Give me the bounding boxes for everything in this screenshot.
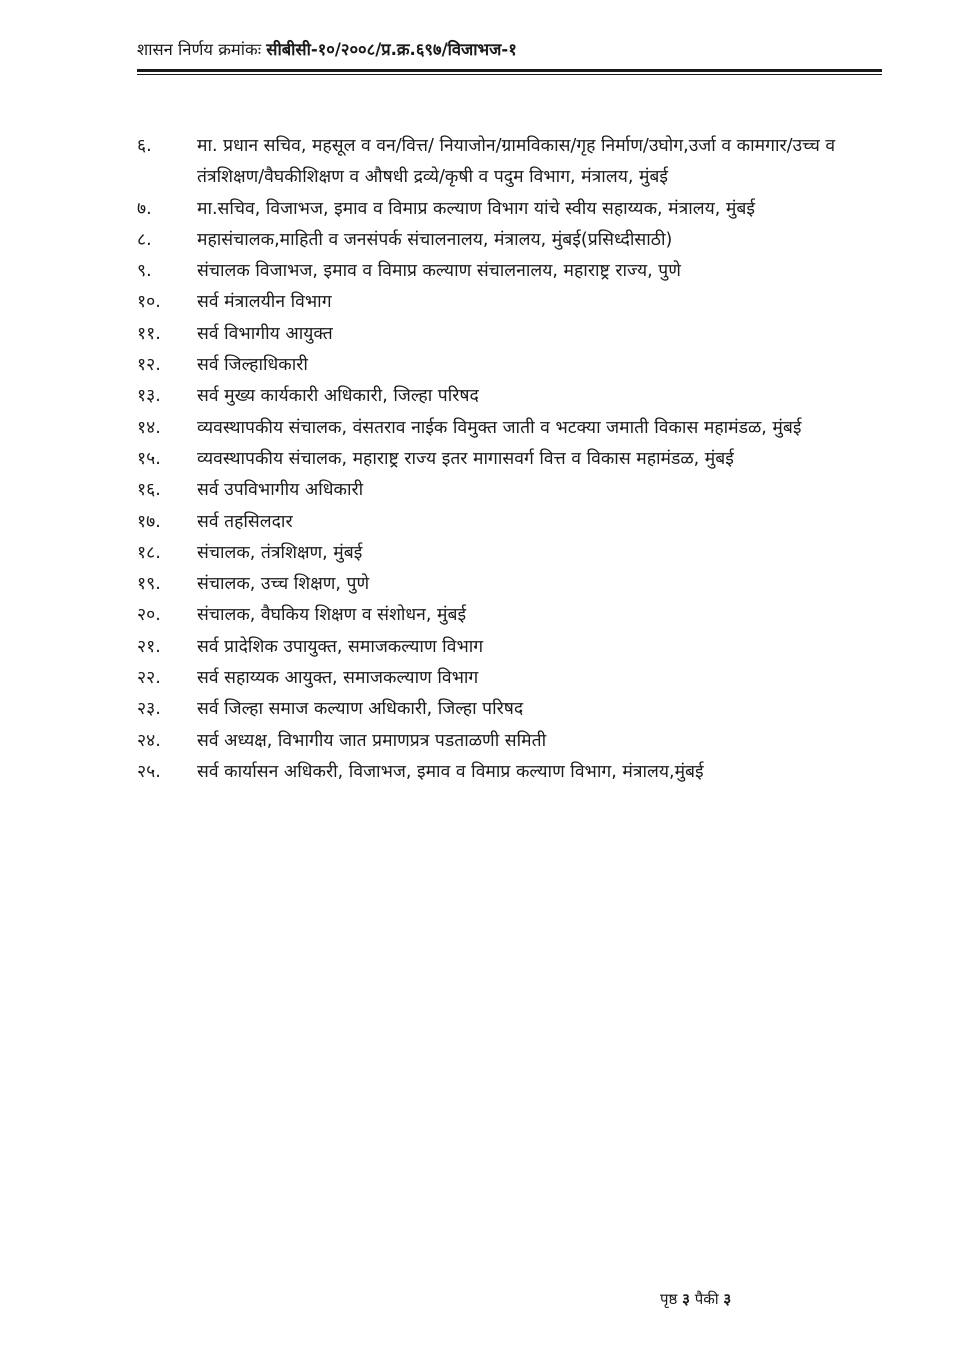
list-item	[137, 381, 882, 412]
page-footer	[660, 1288, 860, 1310]
list-item-number: ६.	[137, 136, 152, 156]
list-item-text: संचालक, तंत्रशिक्षण, मुंबई	[197, 542, 363, 563]
list-item-number: २४.	[137, 730, 161, 751]
list-item-number: ८.	[137, 229, 152, 250]
list-item-text: सर्व विभागीय आयुक्त	[197, 323, 333, 344]
list-item	[137, 632, 882, 663]
list-item	[137, 569, 882, 600]
list-item	[137, 287, 882, 318]
header-rule-thin	[137, 74, 882, 75]
list-item-number: १२.	[137, 355, 161, 376]
list-item-number: २०.	[137, 605, 161, 626]
footer-current-page: ३	[682, 1290, 690, 1308]
page-header	[137, 38, 882, 62]
list-item-text: सर्व मंत्रालयीन विभाग	[197, 292, 332, 313]
list-item-number: २३.	[137, 699, 161, 720]
list-item-text: सर्व तहसिलदार	[197, 511, 293, 532]
list-item-text: सर्व कार्यासन अधिकरी, विजाभज, इमाव व विमाप्र कल्याण विभाग, मंत्रालय,मुंबई	[197, 761, 704, 782]
list-item-text: सर्व अध्यक्ष, विभागीय जात प्रमाणप्रत्र पडताळणी समिती	[197, 730, 547, 751]
list-item-number: १६.	[137, 480, 161, 501]
list-item	[137, 538, 882, 569]
list-item	[137, 726, 882, 757]
header-rule-thick	[137, 69, 882, 72]
distribution-list	[137, 131, 882, 788]
list-item	[137, 350, 882, 381]
list-item-number: ९.	[137, 261, 152, 282]
list-item	[137, 194, 882, 225]
list-item-text: महासंचालक,माहिती व जनसंपर्क संचालनालय, मंत्रालय, मुंबई(प्रसिध्दीसाठी)	[197, 229, 673, 250]
list-item	[137, 507, 882, 538]
list-item-text: सर्व जिल्हाधिकारी	[197, 355, 308, 376]
list-item	[137, 225, 882, 256]
list-item-text: सर्व सहाय्यक आयुक्त, समाजकल्याण विभाग	[197, 668, 479, 689]
footer-total-pages: ३	[723, 1290, 732, 1308]
list-item	[137, 444, 882, 475]
list-item	[137, 319, 882, 350]
list-item-number: २१.	[137, 636, 161, 657]
list-item	[137, 131, 882, 194]
list-item-number: ७.	[137, 198, 152, 219]
list-item-number: १३.	[137, 386, 161, 407]
list-item-text: सर्व प्रादेशिक उपायुक्त, समाजकल्याण विभाग	[197, 636, 484, 657]
header-reference-code: सीबीसी-१०/२००८/प्र.क्र.६९७/विजाभज-१	[266, 40, 517, 59]
list-item	[137, 694, 882, 725]
list-item-text: मा.सचिव, विजाभज, इमाव व विमाप्र कल्याण विभाग यांचे स्वीय सहाय्यक, मंत्रालय, मुंबई	[197, 198, 755, 219]
list-item-number: २५.	[137, 761, 161, 782]
list-item	[137, 413, 882, 444]
list-item-text: सर्व उपविभागीय अधिकारी	[197, 480, 364, 501]
list-item	[137, 475, 882, 506]
list-item	[137, 663, 882, 694]
list-item-number: ११.	[137, 323, 161, 344]
list-item-number: १७.	[137, 511, 161, 532]
list-item-text: व्यवस्थापकीय संचालक, महाराष्ट्र राज्य इतर मागासवर्ग वित्त व विकास महामंडळ, मुंबई	[197, 448, 734, 469]
list-item-number: १८.	[137, 542, 161, 563]
list-item-number: २२.	[137, 668, 161, 689]
footer-middle: पैकी	[689, 1290, 724, 1308]
list-item-number: १५.	[137, 448, 161, 469]
list-item-number: १९.	[137, 574, 161, 595]
list-item	[137, 757, 882, 788]
list-item-number: १४.	[137, 417, 161, 438]
list-item-text: संचालक, वैघकिय शिक्षण व संशोधन, मुंबई	[197, 605, 467, 626]
list-item-text: सर्व जिल्हा समाज कल्याण अधिकारी, जिल्हा परिषद	[197, 699, 524, 720]
footer-prefix: पृष्ठ	[660, 1290, 683, 1308]
header-label: शासन निर्णय क्रमांकः	[137, 40, 267, 59]
list-item-text: मा. प्रधान सचिव, महसूल व वन/वित्त/ नियाजोन/ग्रामविकास/गृह निर्माण/उघोग,उर्जा व कामगार/उच्च व तंत्रशिक्षण/वैघकीशिक्षण व औषधी द्रव्ये/कृषी व पदुम विभाग, मंत्रालय, मुंबई	[197, 136, 836, 188]
list-item-text: व्यवस्थापकीय संचालक, वंसतराव नाईक विमुक्त जाती व भटक्या जमाती विकास महामंडळ, मुंबई	[197, 417, 802, 438]
list-item-text: सर्व मुख्य कार्यकारी अधिकारी, जिल्हा परिषद	[197, 386, 479, 407]
list-item	[137, 256, 882, 287]
list-item-number: १०.	[137, 292, 161, 313]
list-item-text: संचालक विजाभज, इमाव व विमाप्र कल्याण संचालनालय, महाराष्ट्र राज्य, पुणे	[197, 261, 681, 282]
list-item	[137, 600, 882, 631]
list-item-text: संचालक, उच्च शिक्षण, पुणे	[197, 574, 370, 595]
